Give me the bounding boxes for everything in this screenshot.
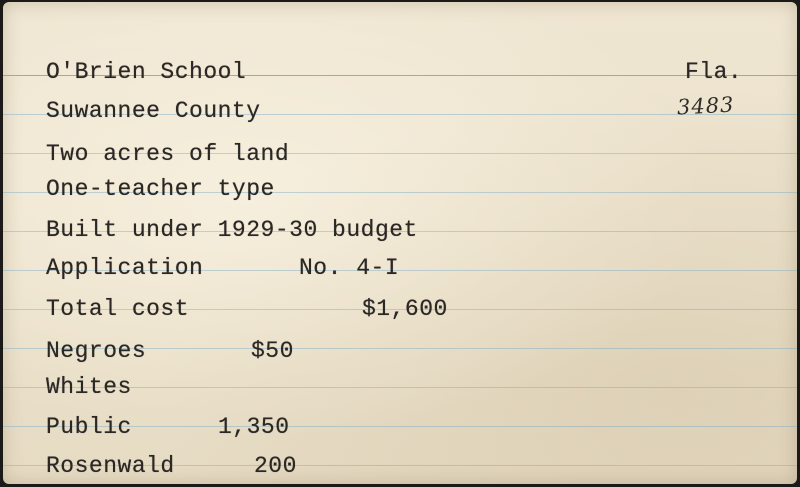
application-number: No. 4-I	[299, 255, 400, 281]
card-number: 3483	[676, 92, 736, 120]
total-cost-label: Total cost	[46, 296, 190, 322]
acreage-line: Two acres of land	[46, 141, 290, 167]
rosenwald-label: Rosenwald	[46, 453, 175, 479]
negroes-value: $50	[251, 338, 294, 364]
negroes-label: Negroes	[46, 338, 147, 364]
public-value: 1,350	[218, 414, 290, 440]
index-card	[3, 2, 797, 484]
total-cost-value: $1,600	[362, 296, 448, 322]
county-name: Suwannee County	[46, 98, 261, 124]
state-abbreviation: Fla.	[685, 59, 743, 85]
public-label: Public	[46, 414, 132, 440]
school-name: O'Brien School	[46, 59, 247, 85]
rosenwald-value: 200	[254, 453, 297, 479]
whites-label: Whites	[46, 374, 132, 400]
application-label: Application	[46, 255, 204, 281]
school-type-line: One-teacher type	[46, 176, 275, 202]
budget-line: Built under 1929-30 budget	[46, 217, 418, 243]
